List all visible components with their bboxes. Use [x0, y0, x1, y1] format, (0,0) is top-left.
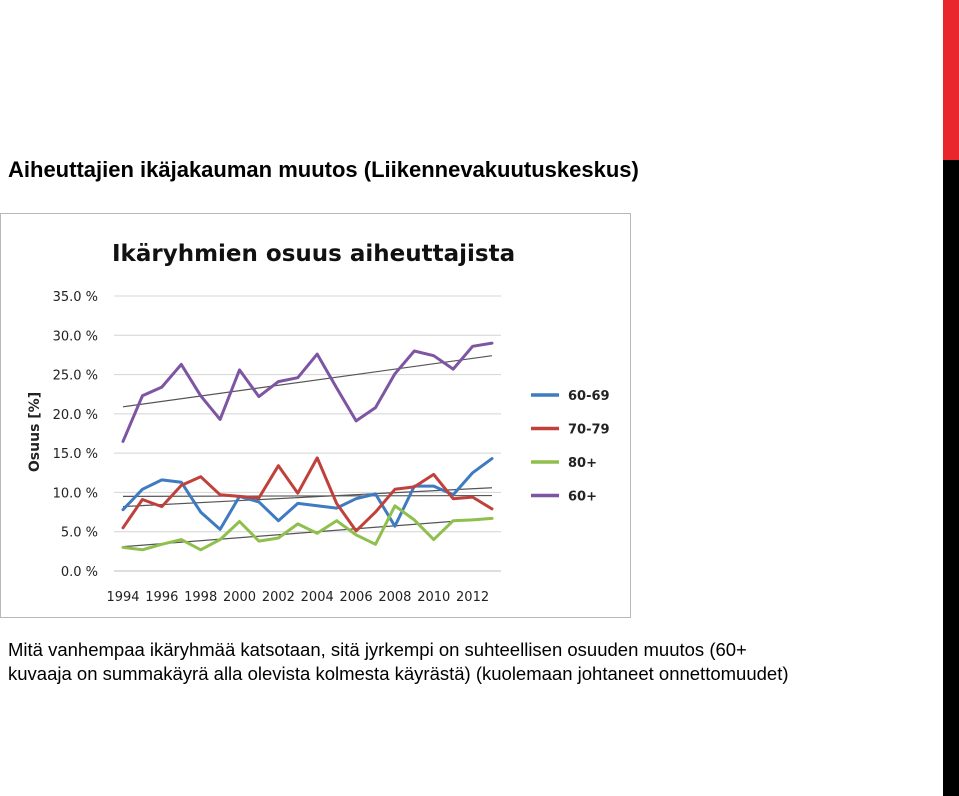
- legend-label: 70-79: [568, 422, 610, 438]
- y-tick-label: 20.0 %: [52, 407, 98, 423]
- legend: [531, 389, 610, 505]
- legend-label: 80+: [568, 456, 597, 471]
- caption-line-1: Mitä vanhempaa ikäryhmää katsotaan, sitä jyrkempi on suhteellisen osuuden muutos (60+: [8, 639, 747, 660]
- y-axis-label: Osuus [%]: [27, 391, 43, 473]
- x-tick-label: 2008: [378, 590, 412, 605]
- accent-bar-top: [943, 0, 959, 160]
- series-line-60-69: [123, 459, 492, 530]
- y-tick-label: 30.0 %: [52, 329, 98, 345]
- caption-line-2: kuvaaja on summakäyrä alla olevista kolmesta käyrästä) (kuolemaan johtaneet onnettomuudet): [8, 663, 789, 684]
- x-tick-labels: [106, 590, 489, 605]
- x-tick-label: 1994: [106, 590, 140, 605]
- slide-title: Aiheuttajien ikäjakauman muutos (Liikennevakuutuskeskus): [8, 157, 639, 182]
- x-tick-label: 2004: [300, 590, 334, 605]
- y-tick-label: 15.0 %: [52, 447, 98, 463]
- series-line-60+: [123, 343, 492, 441]
- x-tick-label: 2006: [339, 590, 373, 605]
- series-line-80+: [123, 506, 492, 550]
- x-tick-label: 2010: [417, 590, 451, 605]
- trendlines: [123, 356, 492, 547]
- line-chart: [1, 214, 632, 619]
- trendline: [123, 518, 492, 546]
- y-tick-label: 25.0 %: [52, 368, 98, 384]
- y-tick-label: 35.0 %: [52, 290, 98, 305]
- y-tick-label: 5.0 %: [60, 525, 98, 541]
- accent-bar-bottom: [943, 160, 959, 796]
- x-tick-label: 1996: [145, 590, 179, 605]
- x-tick-label: 1998: [184, 590, 218, 605]
- trendline: [123, 496, 492, 497]
- legend-label: 60-69: [568, 389, 610, 404]
- x-tick-label: 2012: [456, 590, 490, 605]
- y-tick-label: 0.0 %: [60, 565, 98, 580]
- x-tick-label: 2000: [222, 590, 257, 605]
- trendline: [123, 356, 492, 407]
- slide-caption: [8, 638, 789, 686]
- x-tick-label: 2002: [261, 590, 295, 605]
- y-tick-label: 10.0 %: [52, 486, 98, 502]
- legend-label: 60+: [568, 489, 597, 505]
- y-tick-labels: [53, 290, 98, 580]
- series-line-70-79: [123, 458, 492, 531]
- chart-panel: [0, 213, 631, 618]
- chart-title: Ikäryhmien osuus aiheuttajista: [112, 241, 516, 267]
